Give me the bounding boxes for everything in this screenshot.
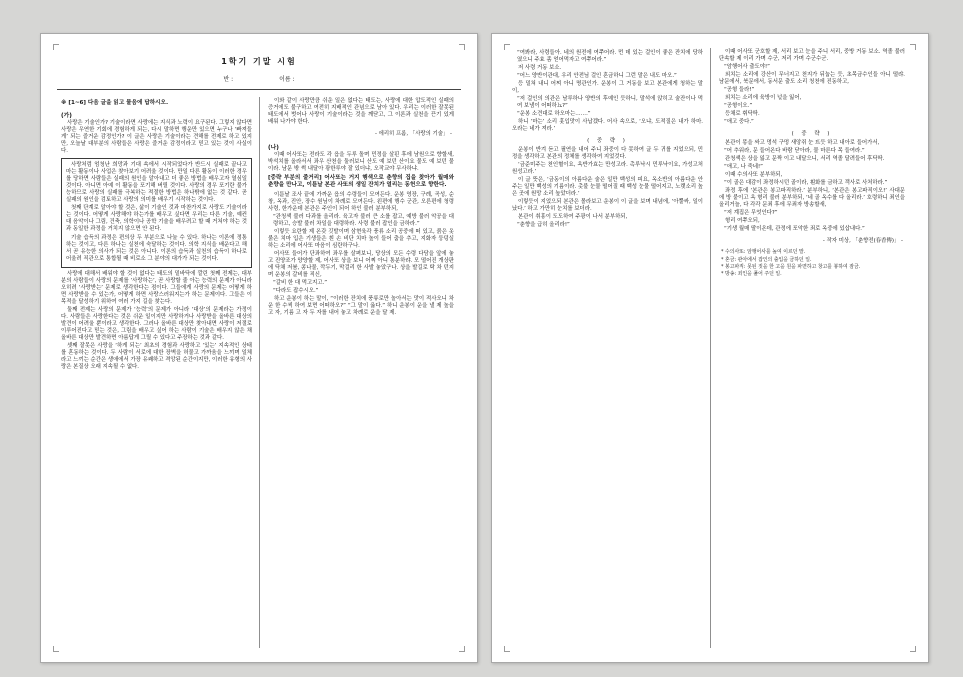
glossary-note: * 봉고파직: 못된 짓을 한 고을 원을 파면하고 창고를 봉하여 잠금. [721,264,861,271]
paragraph: 둘째 전제는 사랑의 문제가 ‘능력’의 문제가 아니라 ‘대상’의 문제라는 가정이다. 사람들은 사랑한다는 것은 쉬운 일이지만 사랑하거나 사랑받을 올바른 대상의 발견이 어려울 뿐이라고 생각한다. 그러나 올바른 대상만 찾아내면 사랑이 저절로 이루어진다고 믿는 것은, 그림을 배우고 싶어 하는 사람이 기술은 배우지 않은 채 올바른 대상만 발견하면 아름답게 그릴 수 있다고 주장하는 것과 같다. [61,306,252,341]
page2-columns [508,48,912,648]
paragraph: 이튿날 조사 끝에 가까운 읍의 수령들이 모여든다. 운봉 영장, 구례, 곡성, 순창, 옥과, 진안, 장수 원님이 차례로 모여든다. 왼편에 행수 군관, 오른편에 청령 사령, 한가운데 본관은 주인이 되어 하인 불러 분부하되, [268,191,454,212]
paragraph: 하고 운봉이 하는 말이, “이러한 잔치에 풍류로만 놀아서는 맛이 적사오니 차운 한 수씩 하여 보면 어떠하오?” “그 말이 옳다.” 하니 운봉이 운을 낼 제 높을 고 자, 기름 고 자 두 자를 내어 놓고 차례로 운을 달 제. [268,295,454,316]
paragraph: 이때 어사또 군호할 제, 서리 보고 눈을 주니 서리, 중방 거동 보소. 역졸 불러 단속할 제 이리 가며 수군, 저리 가며 수군수군. [719,49,905,63]
name-row [57,71,461,90]
paragraph: 이와 같이 사랑만큼 쉬운 일은 없다는 태도는, 사랑에 대한 압도적인 실패의 증거에도 불구하고 여전히 지배적인 관념으로 남아 있다. 우리는 이러한 잘못된 태도에서 벗어나 사랑이 기술이라는 것을 깨닫고, 그 이론과 실천을 끈기 있게 배워 나가야 한다. [268,98,454,126]
page-2[interactable] [491,33,929,663]
paragraph: 이때 수의사또 분부하되, [725,172,783,179]
text-box [61,158,252,267]
section-heading: [중략 부분의 줄거리] 어사또는 거지 행색으로 춘향의 집을 찾아가 월매와 춘향을 만나고, 이튿날 본관 사또의 생일 잔치가 열리는 동헌으로 향한다. [268,175,454,189]
source-attribution: - 작자 미상, 「춘향전(春香傳)」 - [822,238,903,245]
dialogue-line: “이 골은 대감이 좌정하시던 골이라, 훤화를 금하고 객사로 사처하라.” [724,180,888,187]
exam-title: 1학기 기말 시험 [221,57,297,66]
paragraph: 본관이 똥을 싸고 멍석 구멍 새앙쥐 눈 뜨듯 하고 내아로 들어가서, [725,140,880,147]
paragraph: 외치는 소리에 육방이 넋을 잃어, [725,95,802,102]
dialogue-line: “기생 월매 딸이온데, 관정에 포악한 죄로 옥중에 있삽내다.” [724,226,865,233]
dialogue-line: “어 추워라, 문 들어온다 바람 닫아라, 물 마른다 목 들여라.” [724,148,865,155]
paragraph: 어사또 들어가 단좌하여 좌우를 살펴보니, 당상의 모든 수령 다담을 앞에 놓고 진양조가 양양할 제, 어사또 상을 보니 어찌 아니 통분하랴. 모 떨어진 개상판에 닥채 저붐, 콩나물, 깍두기, 막걸리 한 사발 놓았구나. 상을 발길로 탁 차 던지며 운봉의 갈비를 직신, [268,250,454,278]
paragraph: 이렇듯 요란할 제 온갖 깃발이며 삼현육각 풍류 소리 공중에 떠 있고, 붉은 옷 붉은 치마 입은 기생들은 흰 손 비단 치마 높이 들어 춤을 추고, 지화자 둥덩실 하는 소리에 어사또 마음이 심란하구나. [268,228,454,249]
paragraph: 사랑은 기술인가? 기술이라면 사랑에는 지식과 노력이 요구된다. 그렇지 않다면 사랑은 우연한 기회에 경험하게 되는, 다시 말하면 행운만 있으면 누구나 ‘빠져들게’ 되는 즐거운 감정인가? 이 글은 사랑은 기술이라는 견해를 전제로 하고 있지만, 오늘날 대부분의 사람들은 사랑은 즐거운 감정이라고 믿고 있는 것이 사실이다. [61,120,252,155]
dialogue-line: “공형 들라!” [724,87,755,94]
box-paragraph: 기술 습득의 과정은 편의상 두 부분으로 나눌 수 있다. 하나는 이론에 정통하는 것이고, 다른 하나는 실천에 숙달하는 것이다. 의학 지식을 배운다고 해서 곧 유능한 의사가 되는 것은 아니다. 이론의 습득과 실천의 습득이 하나로 어울려 직관으로 통합될 때 비로소 그 분야의 대가가 되는 것이다. [66,234,247,262]
box-paragraph: 첫째 단계로 알아야 할 것은, 삶이 기술인 것과 마찬가지로 사랑도 기술이라는 것이다. 어떻게 사랑해야 하는가를 배우고 싶다면 우리는 다른 기술, 예컨대 음악이나 그림, 건축, 의학이나 공학 기술을 배우려고 할 때 거쳐야 하는 것과 동일한 과정을 거치지 않으면 안 된다. [66,205,247,233]
dialogue-line: “애고 중다.” [724,119,754,126]
section-heading: ※ [1~6] 다음 글을 읽고 물음에 답하시오. [61,100,169,106]
source-attribution: - 에리히 프롬, 「사랑의 기술」 - [374,131,452,138]
dialogue-line: “여봐라, 사령들아. 네의 원전에 여쭈어라. 먼 데 있는 걸인이 좋은 잔치에 당하였으니 주효 좀 얻어먹자고 여쭈어라.” [517,50,703,64]
glossary-note: * 방송: 죄인을 풀어 주던 일. [721,271,782,278]
paragraph: 운봉이 반겨 듣고 필연을 내어 주니 좌중이 다 못하여 글 두 귀를 지었으되, 민정을 생각하고 본관의 정체를 생각하여 지었것다. [512,147,703,161]
paragraph: 형리 여쭈오되, [725,218,760,225]
passage-label: (가) [61,113,72,120]
page2-column-2 [710,48,912,648]
name-label: 이름 : [279,76,295,83]
dialogue-line: “운봉 소견대로 하오마는…….” [517,111,591,118]
dialogue-line: “춘향을 급히 올리라!” [517,222,570,229]
box-paragraph: 사랑처럼 엄청난 희망과 기대 속에서 시작되었다가 반드시 실패로 끝나고 마는 활동이나 사업은 찾아보기 어려울 것이다. 만일 다른 활동이 이러한 경우를 당하면 사람들은 실패의 원인을 알아내고 더 좋은 방법을 배우고자 열심일 것이다. 아니면 아예 이 활동을 포기해 버릴 것이다. 사랑의 경우 포기란 불가능하므로 사랑의 실패를 극복하는 적절한 방법은 하나밖에 없는 것 같다. 곧 실패의 원인을 검토하고 사랑의 의미를 배우기 시작하는 것이다. [66,162,247,204]
ellipsis-marker: ( 중 략 ) [587,138,628,145]
page1-column-2 [259,97,461,648]
ellipsis-marker: ( 중 략 ) [791,131,833,138]
dialogue-line: “애고, 나 죽네!” [724,164,763,171]
dialogue-line: “공형이오.” [724,103,753,110]
paragraph: ‘금준미주는 천인혈이요, 옥반가효는 만성고라. 촉루낙시 민루낙이요, 가성고처 원성고라.’ [512,162,703,176]
dialogue-line: “관청색 불러 다과를 올리라. 육고자 불러 큰 소를 잡고, 예방 불러 악공을 대령하고, 승발 불러 차일을 대령하라. 사령 불러 잡인을 금하라.” [273,213,454,227]
paragraph: 이 글 뜻은, ‘금동이의 아름다운 술은 일만 백성의 피요, 옥소반의 아름다운 안주는 일만 백성의 기름이라. 촛불 눈물 떨어질 때 백성 눈물 떨어지고, 노랫소리 높은 곳에 원망 소리 높았더라.’ [512,177,703,198]
paragraph: 외치는 소리에 강산이 무너지고 천지가 뒤눕는 듯, 초목금수인들 아니 떨랴. 남문에서, 북문에서, 동서문 출도 소리 청천에 진동하고, [719,72,905,86]
page-1[interactable] [40,33,478,663]
dialogue-line: “다라도 잡수시오.” [273,287,319,294]
page1-columns [57,97,461,648]
glossary-note: * 혼금: 관아에서 잡인의 출입을 금하던 일. [721,256,812,263]
paragraph: 셋째 잘못은 사랑을 ‘하게 되는’ 최초의 경험과 사랑하고 ‘있는’ 지속적인 상태를 혼동하는 것이다. 두 사람이 서로에 대한 장벽을 허물고 가까움을 느끼며 일체라고 느끼는 순간은 생애에서 가장 유쾌하고 격앙된 순간이지만, 이러한 유형의 사랑은 본질상 오래 지속될 수 없다. [61,342,252,370]
page1-column-1 [57,97,259,648]
dialogue-line: “암행어사 출도야!” [724,64,770,71]
paragraph: 하니 ‘마는’ 소리 훗입맛이 사납겠다. 어사 속으로, ‘오냐, 도적질은 내가 하마. 오라는 네가 져라.’ [512,119,703,133]
paragraph: 좌정 후에 ‘본관은 봉고파직하라.’ 분부하니, ‘본관은 봉고파직이오!’ 사대문에 방 붙이고 옥 형리 불러 분부하되, ‘네 골 옥수를 다 올리라.’ 호령하니 죄인을 올리거늘, 다 각각 문죄 후에 무죄자 방송할새, [719,188,905,209]
glossary-note: * 수의사또: 암행어사를 높여 이르던 말. [721,249,806,256]
paragraph: 관청색은 상을 잃고 문짝 이고 내달으니, 서리 역졸 달려들어 후닥딱. [725,156,885,163]
dialogue-line: “갈비 한 대 먹고지고.” [273,279,328,286]
dialogue-line: “저 걸인의 의관은 남루하나 양반의 후예인 듯하니, 말석에 앉히고 술잔이나 먹여 보냄이 어떠하뇨?” [517,96,703,110]
dialogue-line: “어느 양반이관대, 우리 안전님 걸인 혼금하니 그런 말은 내도 마오.” [517,73,677,80]
paragraph: 이렇듯이 지었으되 본관은 몰라보고 운봉이 이 글을 보며 내념에, ‘아뿔싸, 일이 났다.’ 하고 가만히 눈치를 보더라. [512,199,703,213]
class-label: 반 : [223,76,234,83]
dialogue-line: “저 계집은 무엇인다?” [724,210,778,217]
paragraph: 이때 어사또는 전라도 각 읍을 두루 돌며 민정을 살핀 후에 남원으로 향할새, 박석치를 올라서서 좌우 산천을 둘러보니 산도 예 보던 산이요 물도 예 보던 물이라. 남문 밖 썩 내달아 광한루야 잘 있더냐, 오작교야 무사하냐. [268,152,454,173]
paragraph: 저 사령 거동 보소. [518,65,562,72]
passage-label: (나) [268,145,279,152]
paragraph: 사랑에 대해서 배워야 할 것이 없다는 태도의 밑바닥에 깔린 첫째 전제는, 대부분의 사람들이 사랑의 문제를 ‘사랑하는’, 곧 사랑할 줄 아는 능력의 문제가 아니라 오히려 ‘사랑받는’ 문제로 생각한다는 점이다. 그들에게 사랑의 문제는 어떻게 하면 사랑받을 수 있는가, 어떻게 하면 사랑스러워지는가 하는 문제이다. 그들은 이 목적을 달성하기 위하여 여러 가지 길을 찾는다. [61,270,252,305]
paragraph: 본관이 취흥이 도도하여 주광이 나서 분부하되, [518,214,628,221]
page2-column-1 [508,48,710,648]
paragraph: 등채로 휘닥딱. [725,111,760,118]
paragraph: 등 밀쳐 내니 어찌 아니 명관인가. 운봉이 그 거동을 보고 본관에게 청하는 말이, [512,81,703,95]
